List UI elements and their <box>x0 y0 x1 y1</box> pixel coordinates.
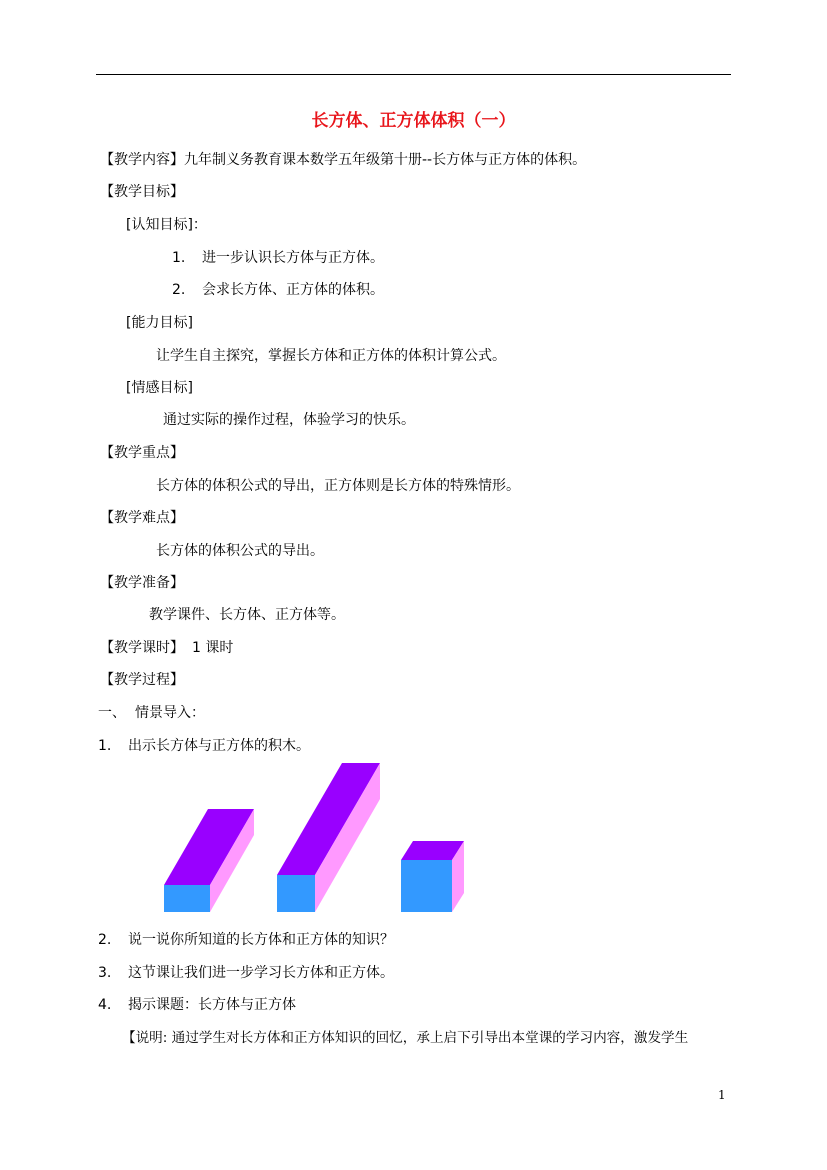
cuboid-block-short <box>164 809 254 912</box>
cognitive-item <box>172 249 384 267</box>
cuboid-block-long <box>277 763 380 912</box>
document-title: 长方体、正方体体积（一） <box>311 111 516 131</box>
content-text: 九年制义务教育课本数学五年级第十册--长方体与正方体的体积。 <box>184 152 587 168</box>
key-label: 【教学重点】 <box>100 445 184 461</box>
cube-block <box>401 841 464 912</box>
section-text: 情景导入： <box>135 705 205 721</box>
step-item <box>98 964 394 982</box>
item-text: 进一步认识长方体与正方体。 <box>202 250 384 266</box>
item-number: 1. <box>172 250 186 266</box>
section-heading <box>98 704 205 722</box>
step-number: 2. <box>98 932 112 948</box>
key-text: 长方体的体积公式的导出，正方体则是长方体的特殊情形。 <box>156 478 520 494</box>
step-item <box>98 931 394 949</box>
prep-label: 【教学准备】 <box>100 575 184 591</box>
difficulty-text: 长方体的体积公式的导出。 <box>156 543 324 559</box>
step-text: 说一说你所知道的长方体和正方体的知识？ <box>128 932 394 948</box>
item-number: 2. <box>172 282 186 298</box>
step-text: 这节课让我们进一步学习长方体和正方体。 <box>128 965 394 981</box>
front-face <box>277 875 315 912</box>
hours-line <box>100 639 233 657</box>
hours-label: 【教学课时】 <box>100 640 184 656</box>
header-rule <box>96 74 731 75</box>
ability-label: [能力目标] <box>126 315 193 331</box>
goals-label: 【教学目标】 <box>100 184 184 200</box>
emotion-label: [情感目标] <box>126 380 193 396</box>
section-number: 一、 <box>98 705 126 721</box>
cognitive-item <box>172 281 384 299</box>
item-text: 会求长方体、正方体的体积。 <box>202 282 384 298</box>
content-label: 【教学内容】 <box>100 152 184 168</box>
cognitive-label: [认知目标]： <box>126 217 207 233</box>
content-line <box>100 151 586 169</box>
ability-text: 让学生自主探究，掌握长方体和正方体的体积计算公式。 <box>156 348 506 364</box>
hours-text: 1 课时 <box>192 640 234 656</box>
page-number: 1 <box>718 1088 726 1102</box>
prep-text: 教学课件、长方体、正方体等。 <box>149 607 345 623</box>
step-item <box>98 996 296 1014</box>
step-number: 1. <box>98 738 112 754</box>
emotion-text: 通过实际的操作过程，体验学习的快乐。 <box>163 412 415 428</box>
blocks-figure <box>150 757 470 917</box>
difficulty-label: 【教学难点】 <box>100 510 184 526</box>
note-text: 【说明: 通过学生对长方体和正方体知识的回忆，承上启下引导出本堂课的学习内容，激发学生 <box>122 1030 689 1046</box>
step-text: 揭示课题：长方体与正方体 <box>128 997 296 1013</box>
step-item <box>98 737 310 755</box>
front-face <box>164 885 210 912</box>
front-face <box>401 860 452 912</box>
step-number: 4. <box>98 997 112 1013</box>
step-number: 3. <box>98 965 112 981</box>
process-label: 【教学过程】 <box>100 672 184 688</box>
step-text: 出示长方体与正方体的积木。 <box>128 738 310 754</box>
